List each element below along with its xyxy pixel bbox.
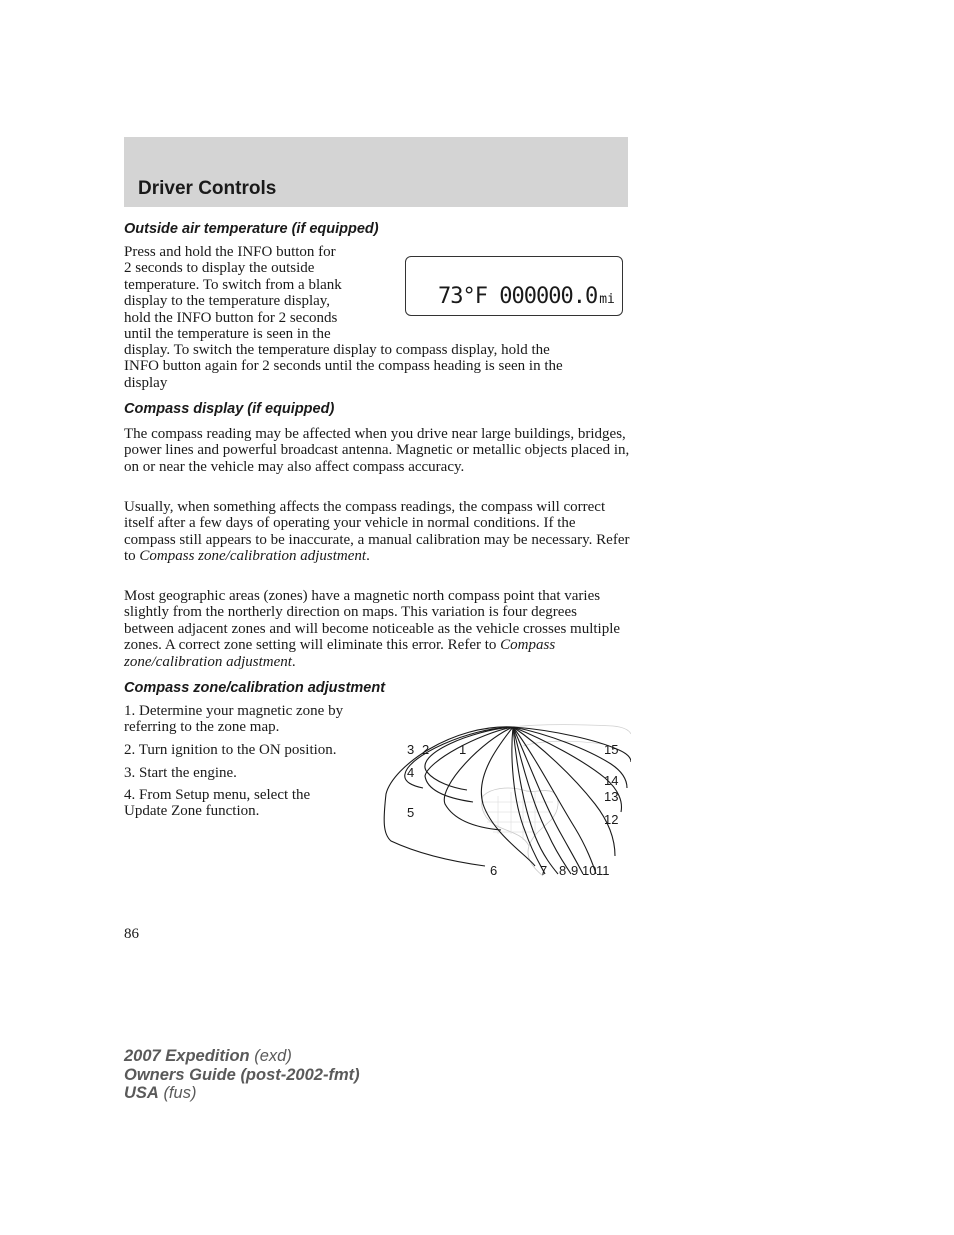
zone-label: 11 — [596, 863, 610, 878]
zone-label: 1 — [459, 742, 467, 757]
display-readout — [438, 284, 615, 309]
zone-label: 2 — [422, 742, 430, 757]
zone-label: 14 — [604, 773, 619, 788]
zone-label: 13 — [604, 789, 619, 804]
zone-label: 15 — [604, 742, 619, 757]
compass-display-para-1: The compass reading may be affected when you drive near large buildings, bridges, power lines and powerful broadcast antenna. Magnetic or metallic objects placed in, on or near the vehicle may also affect compass accuracy. — [124, 426, 630, 475]
para-text: Most geographic areas (zones) have a magnetic north compass point that varies slightly from the northerly direction on maps. This variation is four degrees between adjacent zones and will become noticeable as the vehicle crosses multiple zones. A correct zone setting will eliminate this error. Refer to — [124, 588, 621, 654]
cross-reference: Compass zone/calibration adjustment — [139, 548, 367, 565]
zone-label: 6 — [490, 863, 498, 878]
step-line: Update Zone function. — [124, 803, 260, 820]
message-center-display — [405, 256, 623, 316]
outside-air-line: display. To switch the temperature display to compass display, hold the — [124, 342, 550, 358]
outside-air-line: INFO button again for 2 seconds until the compass heading is seen in the — [124, 358, 563, 375]
outside-air-line: hold the INFO button for 2 seconds — [124, 309, 338, 326]
section-title: Driver Controls — [138, 178, 277, 199]
zone-label: 9 — [571, 863, 579, 878]
zone-label: 12 — [604, 812, 619, 827]
step-line: 4. From Setup menu, select the — [124, 787, 311, 803]
outside-air-line: temperature. To switch from a blank — [124, 276, 342, 293]
calibration-heading: Compass zone/calibration adjustment — [124, 680, 386, 696]
zone-label: 3 — [407, 742, 415, 757]
compass-display-heading: Compass display (if equipped) — [124, 401, 335, 417]
footer-code: (exd) — [254, 1047, 292, 1065]
step-3: 3. Start the engine. — [124, 765, 237, 781]
outside-air-wrap-text — [124, 244, 384, 342]
outside-air-line: until the temperature is seen in the — [124, 326, 331, 343]
para-text: . — [291, 653, 296, 670]
compass-display-para-3 — [124, 588, 630, 670]
footer-model: 2007 Expedition — [124, 1047, 250, 1065]
outside-air-line: display — [124, 374, 168, 391]
zone-label: 4 — [407, 765, 415, 780]
state-grid — [483, 792, 553, 840]
outside-air-heading: Outside air temperature (if equipped) — [124, 221, 379, 237]
zone-label: 8 — [559, 863, 567, 878]
step-line: referring to the zone map. — [124, 719, 280, 736]
zone-label: 5 — [407, 805, 415, 820]
footer-imprint — [124, 1047, 360, 1103]
outside-air-line: 2 seconds to display the outside — [124, 260, 315, 277]
footer-code: (fus) — [163, 1084, 197, 1103]
para-text: Usually, when something affects the compass readings, the compass will correct itself after a few days of operating your vehicle in normal conditions. If the compass still appears to be inaccurate, a manual calibration may be necessary. Refer to — [124, 499, 630, 565]
step-2: 2. Turn ignition to the ON position. — [124, 742, 337, 758]
compass-display-para-2 — [124, 499, 630, 565]
zone-label: 7 — [540, 863, 548, 878]
step-1 — [124, 703, 343, 736]
temperature-odometer-readout: 73°F 000000.0 — [438, 284, 598, 309]
zone-label: 10 — [582, 863, 597, 878]
outside-air-full-text — [124, 342, 630, 391]
footer-guide: Owners Guide (post-2002-fmt) — [124, 1065, 360, 1084]
step-4 — [124, 787, 310, 820]
outside-air-line: Press and hold the INFO button for — [124, 244, 336, 260]
outside-air-line: display to the temperature display, — [124, 293, 331, 310]
step-line: 1. Determine your magnetic zone by — [124, 703, 344, 719]
para-text: . — [366, 548, 370, 565]
magnetic-zone-map — [383, 716, 631, 882]
footer-market: USA — [124, 1084, 159, 1103]
display-unit: mi — [599, 292, 615, 307]
cross-reference: Compass zone/calibration adjustment — [124, 637, 556, 670]
page-number: 86 — [124, 926, 139, 942]
